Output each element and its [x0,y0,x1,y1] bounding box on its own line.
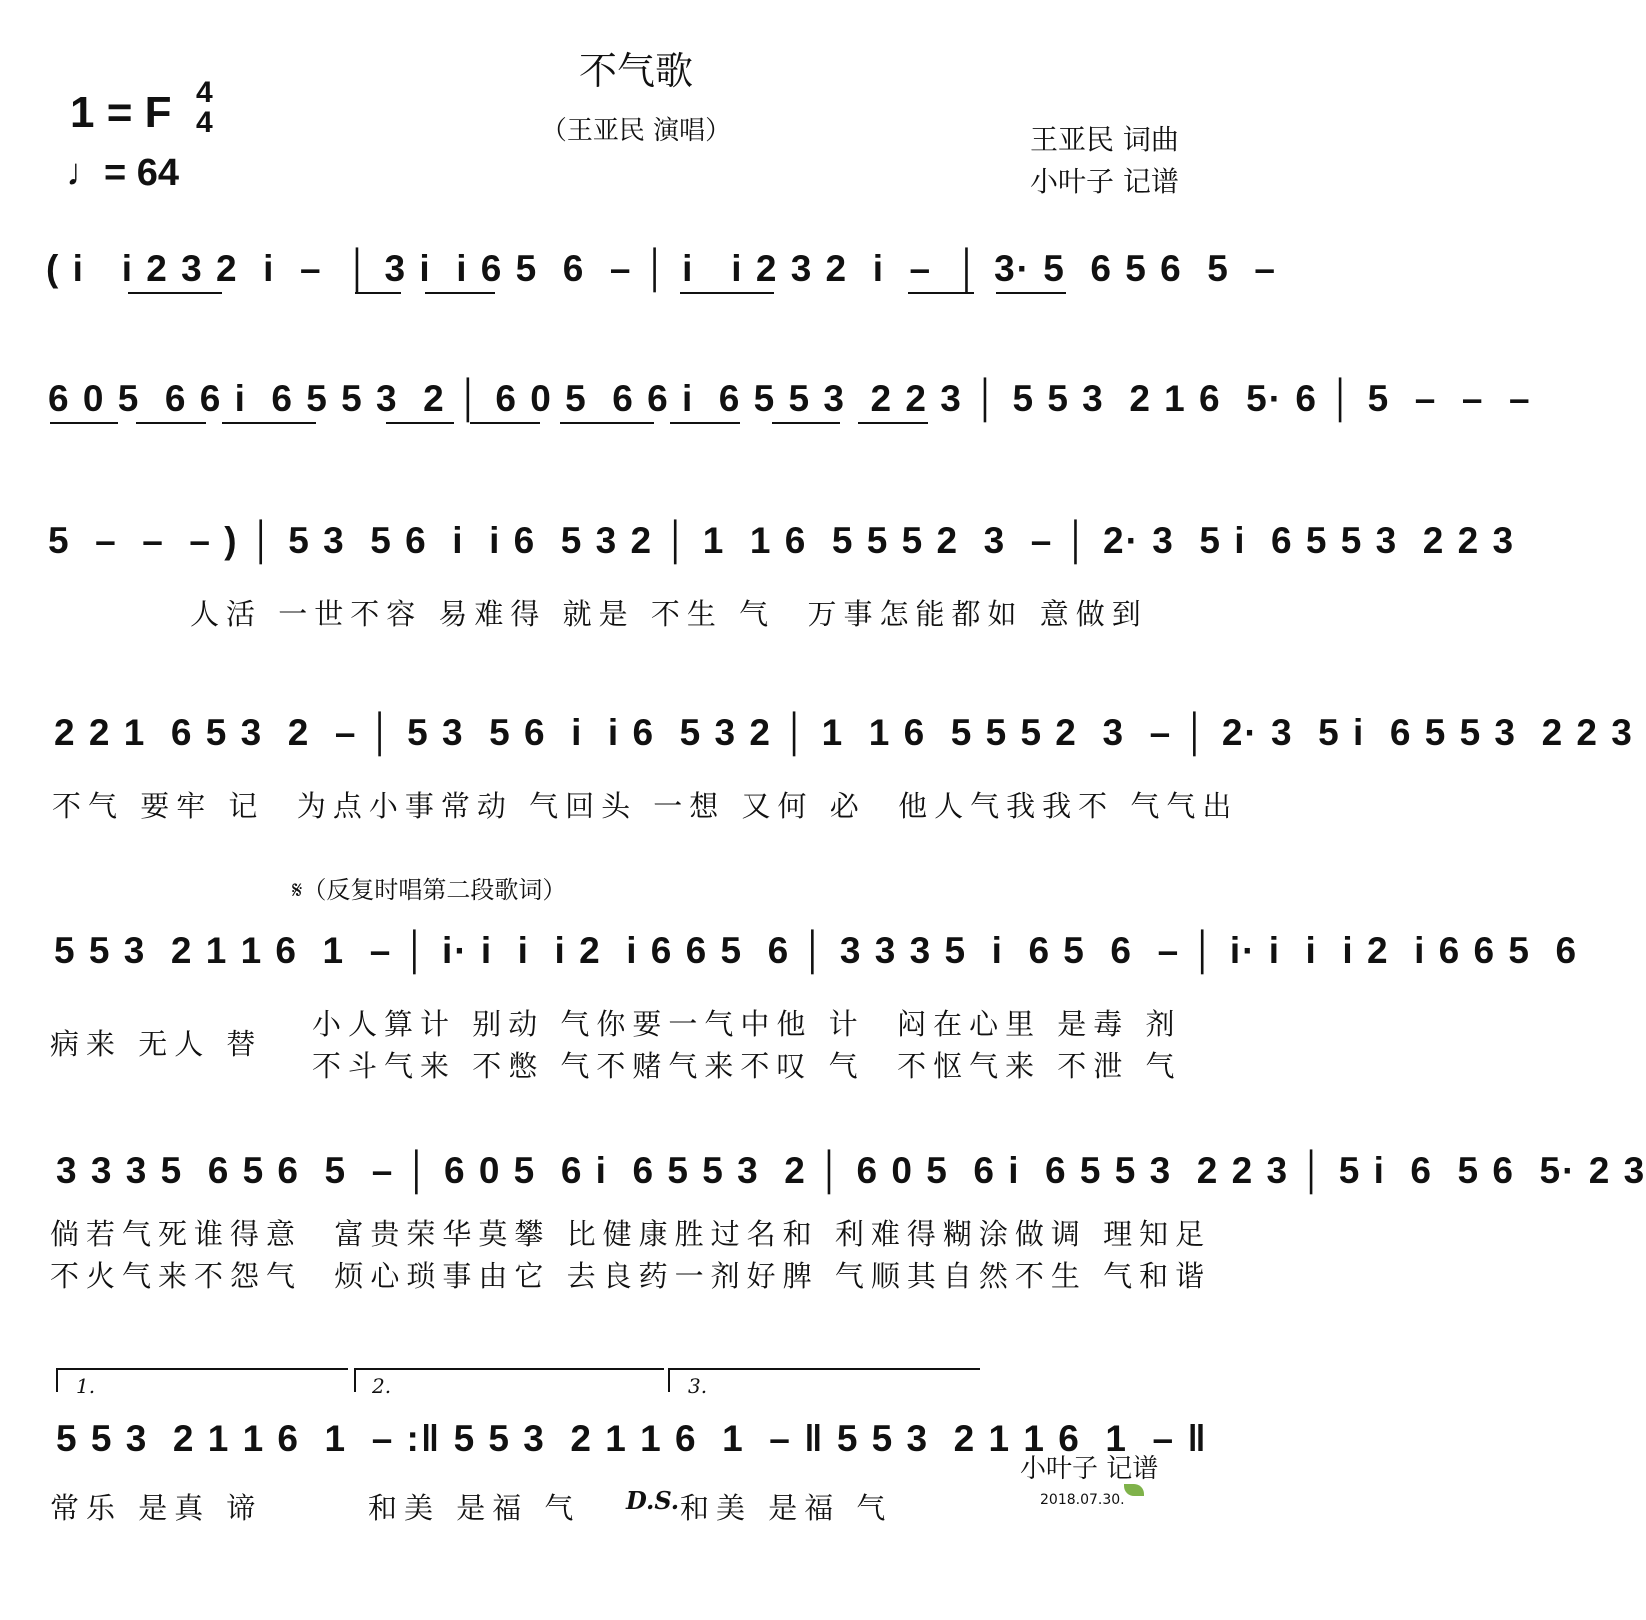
lyric-line-5-left: 病来 无人 替 [50,1027,263,1061]
notation-line-2: 6 0 5 6 6 i 6 5 5 3 2 │ 6 0 5 6 6 i 6 5 5 3 2 2 3 │ 5 5 3 2 1 6 5· 6 │ 5 – – – [48,378,1532,419]
notation-line-4: 2 2 1 6 5 3 2 – │ 5 3 5 6 i i 6 5 3 2 │ 1 1 6 5 5 5 2 3 – │ 2· 3 5 i 6 5 5 3 2 2 3 [54,712,1634,753]
lyric-line-5-verse2: 不斗气来 不憋 气不赌气来不叹 气 不怄气来 不泄 气 [312,1049,1182,1083]
lyric-line-6-verse1: 倘若气死谁得意 富贵荣华莫攀 比健康胜过名和 利难得糊涂做调 理知足 [50,1217,1212,1251]
lyric-line-4: 不气 要牢 记 为点小事常动 气回头 一想 又何 必 他人气我我不 气气出 [52,789,1239,823]
dal-segno-mark: D.S. [626,1486,680,1515]
beam [772,422,840,424]
tempo-marking: ♩= 64 [66,152,180,194]
volta-number-2: 2. [372,1374,392,1398]
volta-bracket-1 [56,1368,348,1392]
notation-line-3: 5 – – – ) │ 5 3 5 6 i i 6 5 3 2 │ 1 1 6 5 5 5 2 3 – │ 2· 3 5 i 6 5 5 3 2 2 3 [48,520,1516,561]
beam [128,292,222,294]
beam [680,292,774,294]
notation-line-7: 5 5 3 2 1 1 6 1 – :‖ 5 5 3 2 1 1 6 1 – ‖ 5 5 3 2 1 1 6 1 – ‖ [56,1418,1208,1459]
leaf-icon [1124,1484,1144,1496]
footer-date: 2018.07.30. [1040,1492,1125,1508]
beam [858,422,928,424]
beam [908,292,974,294]
time-signature-top: 4 [196,76,213,109]
beam [425,292,495,294]
key-signature: 1 = F [70,88,172,137]
volta-bracket-2 [354,1368,664,1392]
volta-number-1: 1. [76,1374,96,1398]
beam [670,422,740,424]
footer-transcriber: 小叶子 记谱 [1020,1454,1159,1484]
lyricist-composer: 王亚民 词曲 [1030,123,1179,156]
beam [50,422,118,424]
beam [386,422,454,424]
lyric-ending-3: 和美 是福 气 [680,1491,893,1525]
singer-credit: （王亚民 演唱） [540,116,732,146]
beam [222,422,316,424]
lyric-line-5-verse1: 小人算计 别动 气你要一气中他 计 闷在心里 是毒 剂 [312,1007,1182,1041]
lyric-ending-1: 常乐 是真 谛 [50,1491,263,1525]
beam [560,422,654,424]
notation-line-6: 3 3 3 5 6 5 6 5 – │ 6 0 5 6 i 6 5 5 3 2 │ 6 0 5 6 i 6 5 5 3 2 2 3 │ 5 i 6 5 6 5· 2 3 [56,1150,1646,1191]
time-signature [196,78,213,138]
beam [136,422,206,424]
beam [996,292,1066,294]
notation-line-5: 5 5 3 2 1 1 6 1 – │ i· i i i 2 i 6 6 5 6 │ 3 3 3 5 i 6 5 6 – │ i· i i i 2 i 6 6 5 6 [54,930,1579,971]
volta-number-3: 3. [688,1374,708,1398]
beam [355,292,401,294]
segno-repeat-note: 𝄋（反复时唱第二段歌词） [292,876,567,904]
lyric-ending-2: 和美 是福 气 [368,1491,581,1525]
song-title: 不气歌 [578,49,693,93]
volta-bracket-3 [668,1368,980,1392]
lyric-line-6-verse2: 不火气来不怨气 烦心琐事由它 去良药一剂好脾 气顺其自然不生 气和谐 [50,1259,1212,1293]
transcriber-credit: 小叶子 记谱 [1030,165,1179,198]
notation-line-1: ( i i 2 3 2 i – │ 3 i i 6 5 6 – │ i i 2 3 2 i – │ 3· 5 6 5 6 5 – [46,248,1277,289]
time-signature-bottom: 4 [196,106,213,139]
beam [470,422,540,424]
lyric-line-3: 人活 一世不容 易难得 就是 不生 气 万事怎能都如 意做到 [190,597,1148,631]
